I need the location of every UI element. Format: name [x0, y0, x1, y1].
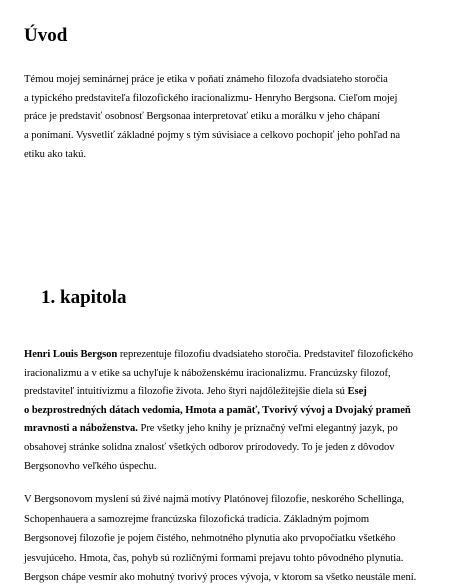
work-title: o bezprostredných dátach vedomia, Hmota a pamäť, Tvorivý vývoj a Dvojaký prameň [24, 404, 411, 416]
text-line: etiku ako takú. [24, 148, 86, 160]
text-line: práce je predstaviť osobnosť Bergsonaa interpretovať etiku a morálku v jeho chápaní [24, 111, 381, 123]
heading-uvod: Úvod [24, 25, 68, 46]
text-line: Bergsonovej filozofie je pojem čistého, nehmotného plynutia ako prvopočiatku všetkého [24, 533, 396, 545]
text-run: Pre všetky jeho knihy je príznačný veľmi elegantný jazyk, po [137, 423, 398, 435]
text-line: Bergson chápe vesmír ako mohutný tvorivý proces vývoja, v ktorom sa všetko neustále mení. [24, 572, 417, 584]
text-line [24, 420, 456, 439]
text-line: obsahovej stránke solidna znalosť všetkých odborov prírodovedy. To je jeden z dôvodov [24, 441, 395, 453]
text-run: reprezentuje filozofiu dvadsiateho storočia. Predstaviteľ filozofického [117, 349, 413, 360]
author-name: Henri Louis Bergson [24, 349, 118, 360]
text-line: a typického predstaviteľa filozofického iracionalizmu- Henryho Bergsona. Cieľom mojej [24, 92, 398, 104]
text-line [24, 346, 456, 365]
text-line: a ponímaní. Vysvetliť základné pojmy s tým súvisiace a celkovo pochopiť jeho pohľad na [24, 130, 401, 142]
text-line: jesvujúceho. Hmota, čas, pohyb sú rozličnými formami prejavu tohto pôvodného plynutia. [24, 552, 404, 564]
text-line: V Bergsonovom myslení sú živé najmä motívy Platónovej filozofie, neskorého Schellinga, [24, 494, 405, 505]
work-title: Esej [347, 386, 367, 398]
text-line [24, 383, 456, 402]
chapter-paragraph-1 [24, 346, 456, 476]
work-title: mravnosti a náboženstva. [24, 423, 138, 435]
heading-kapitola: 1. kapitola [41, 287, 127, 308]
chapter-paragraph-2 [24, 490, 456, 588]
text-line: Bergsonovho veľkého úspechu. [24, 460, 157, 472]
text-run: predstaviteľ intuitívizmu a filozofie života. Jeho štyri najdôležitejšie diela sú [24, 386, 348, 398]
text-line: Schopenhauera a samozrejme francúzska filozofická tradícia. Základným pojmom [24, 513, 370, 525]
text-line: Témou mojej seminárnej práce je etika v poňatí známeho filozofa dvadsiateho storočia [24, 74, 388, 85]
text-line: iracionalizmu a v etike sa uchyľuje k náboženskému iracionalizmu. Francúzsky filozof, [24, 367, 391, 379]
text-line [24, 402, 456, 421]
intro-paragraph [24, 71, 456, 164]
